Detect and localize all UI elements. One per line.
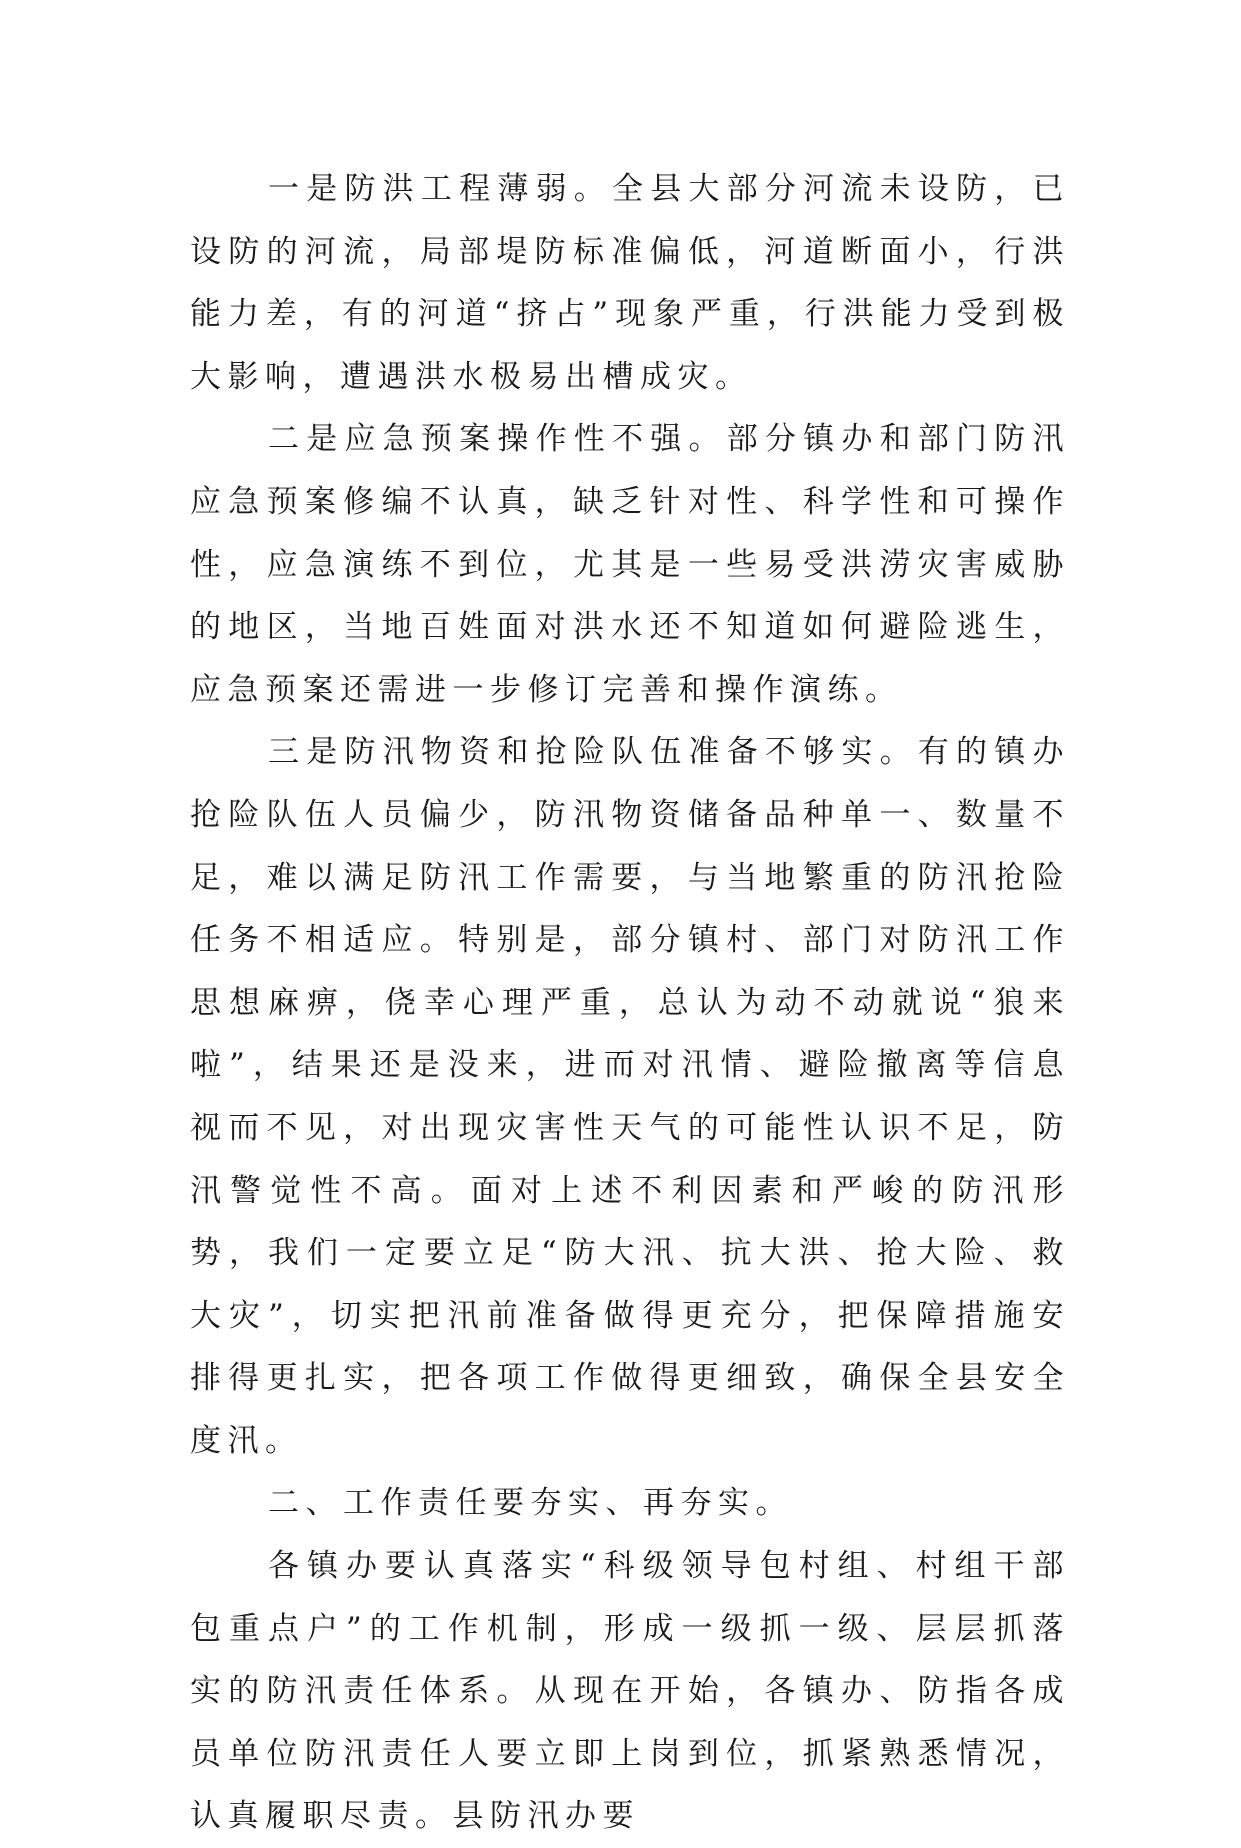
paragraph-emergency-plan: 二是应急预案操作性不强。部分镇办和部门防汛应急预案修编不认真，缺乏针对性、科学性和可操作性，应急演练不到位，尤其是一些易受洪涝灾害威胁的地区，当地百姓面对洪水还不知道如何避险逃生，应急预案还需进一步修订完善和操作演练。 — [190, 421, 1070, 708]
document-body — [190, 158, 1070, 1848]
paragraph-flood-works: 一是防洪工程薄弱。全县大部分河流未设防，已设防的河流，局部堤防标准偏低，河道断面小，行洪能力差，有的河道“挤占”现象严重，行洪能力受到极大影响，遭遇洪水极易出槽成灾。 — [190, 171, 1070, 395]
section-heading-responsibility: 二、工作责任要夯实、再夯实。 — [268, 1485, 793, 1522]
paragraph-responsibility: 各镇办要认真落实“科级领导包村组、村组干部包重点户”的工作机制，形成一级抓一级、层层抓落实的防汛责任体系。从现在开始，各镇办、防指各成员单位防汛责任人要立即上岗到位，抓紧熟悉情况，认真履职尽责。县防汛办要 — [190, 1548, 1070, 1835]
paragraph-supplies-teams: 三是防汛物资和抢险队伍准备不够实。有的镇办抢险队伍人员偏少，防汛物资储备品种单一、数量不足，难以满足防汛工作需要，与当地繁重的防汛抢险任务不相适应。特别是，部分镇村、部门对防汛工作思想麻痹，侥幸心理严重，总认为动不动就说“狼来啦”，结果还是没来，进而对汛情、避险撤离等信息视而不见，对出现灾害性天气的可能性认识不足，防汛警觉性不高。面对上述不利因素和严峻的防汛形势，我们一定要立足“防大汛、抗大洪、抢大险、救大灾”，切实把汛前准备做得更充分，把保障措施安排得更扎实，把各项工作做得更细致，确保全县安全度汛。 — [190, 734, 1070, 1459]
